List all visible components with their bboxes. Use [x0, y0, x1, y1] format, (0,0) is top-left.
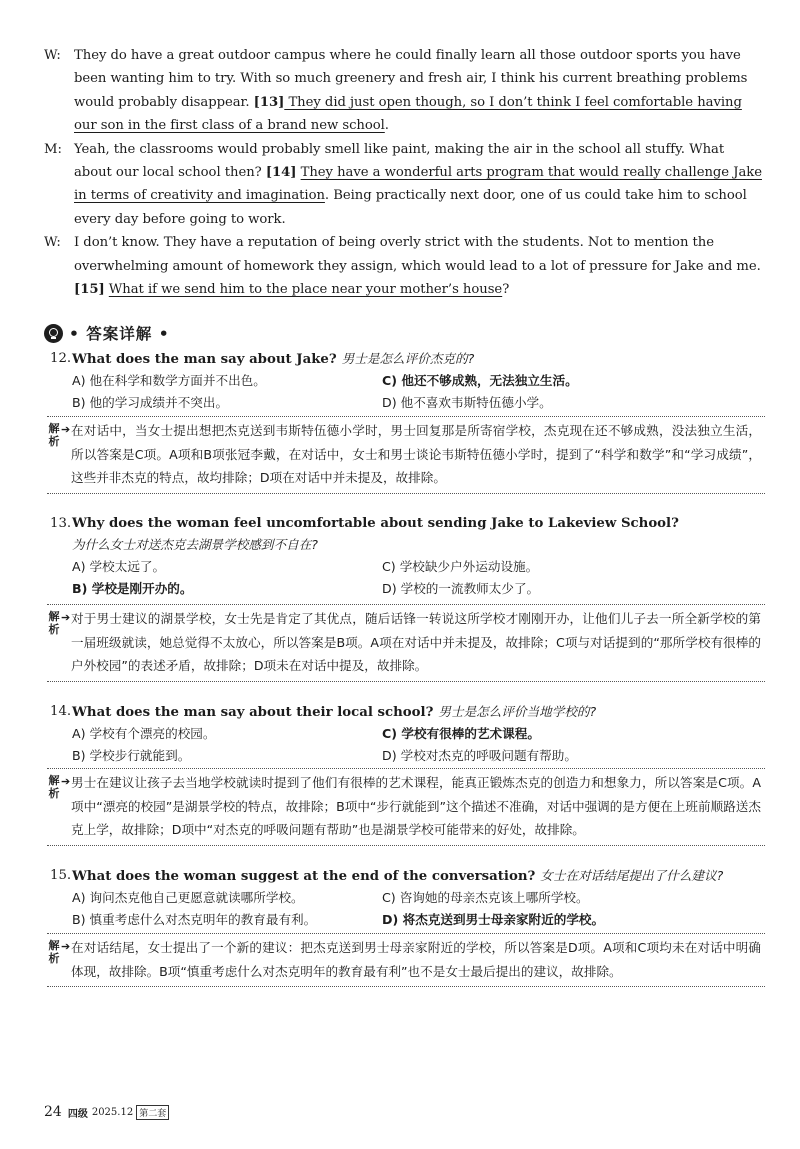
arrow-icon: ➔ [61, 611, 71, 624]
dialogue-turn [44, 44, 764, 138]
underlined-answer: What if we send him to the place near your mother’s house [108, 282, 503, 298]
option-c: C) 咨询她的母亲杰克该上哪所学校。 [382, 890, 589, 905]
question-chinese: 为什么女士对送杰克去湖景学校感到不自在? [72, 537, 318, 552]
dialogue-text: . [384, 118, 389, 134]
option-d-correct: D) 将杰克送到男士母亲家附近的学校。 [382, 912, 605, 927]
speaker-label: W: [44, 235, 61, 251]
underlined-answer: They did just open though, so I don’t think I feel comfortable having our son in the first class of a brand new school [74, 94, 742, 134]
analysis-tag: 解析 [48, 774, 60, 800]
explanation-12 [47, 416, 765, 494]
utterance [74, 138, 764, 232]
question-number: 14. [50, 704, 72, 719]
question-english: Why does the woman feel uncomfortable about sending Jake to Lakeview School? [72, 516, 679, 531]
question-number: 13. [50, 516, 72, 531]
question-chinese: 女士在对话结尾提出了什么建议? [540, 868, 724, 883]
dialogue-turn [44, 231, 764, 301]
option-a: A) 他在科学和数学方面并不出色。 [72, 373, 266, 388]
section-title: • 答案详解 • [69, 325, 170, 343]
issue-date: 2025.12 [91, 1106, 134, 1118]
options [50, 887, 766, 931]
option-b: B) 学校步行就能到。 [72, 748, 191, 763]
question-english: What does the man say about Jake? [72, 352, 337, 367]
question-13 [50, 513, 766, 600]
analysis-tag: 解析 [48, 422, 60, 448]
utterance [74, 231, 764, 301]
question-english: What does the woman suggest at the end of the conversation? [72, 869, 536, 884]
explanation-text: 在对话中，当女士提出想把杰克送到韦斯特伍德小学时，男士回复那是所寄宿学校，杰克现在还不够成熟，没法独立生活，所以答案是C项。A项和B项张冠李戴，在对话中，女士和男士谈论韦斯特伍德小学时，提到了“科学和数学”和“学习成绩”，这些并非杰克的特点，故均排除；D项在对话中并未提及，故排除。 [71, 423, 761, 485]
option-c-correct: C) 他还不够成熟，无法独立生活。 [382, 373, 578, 388]
underlined-answer: They have a wonderful arts program that would really challenge Jake in terms of creativity and imagination [74, 165, 762, 204]
dialogue-text: . Being practically next door, one of us could take him to school every day before going to work. [74, 188, 747, 227]
publication-name: 四级 [67, 1108, 88, 1120]
question-marker: [13] [253, 94, 285, 110]
option-b: B) 他的学习成绩并不突出。 [72, 395, 229, 410]
option-d: D) 学校对杰克的呼吸问题有帮助。 [382, 748, 577, 763]
explanation-13 [47, 604, 765, 682]
answer-section-header [44, 322, 170, 344]
question-chinese: 男士是怎么评价当地学校的? [438, 704, 597, 719]
dialogue-text: Yeah, the classrooms would probably smell like paint, making the air in the school all stuffy. What about our local school then? [74, 141, 725, 181]
question-12 [50, 348, 766, 414]
analysis-tag: 解析 [48, 939, 60, 965]
lightbulb-icon [44, 324, 63, 343]
question-number: 12. [50, 351, 72, 366]
option-a: A) 学校有个漂亮的校园。 [72, 726, 216, 741]
option-b-correct: B) 学校是刚开办的。 [72, 581, 193, 596]
explanation-text: 在对话结尾，女士提出了一个新的建议：把杰克送到男士母亲家附近的学校，所以答案是D项。A项和C项均未在对话中明确体现，故排除。B项“慎重考虑什么对杰克明年的教育最有利”也不是女士最后提出的建议，故排除。 [71, 940, 761, 979]
option-a: A) 学校太远了。 [72, 559, 166, 574]
options [50, 556, 766, 600]
page-footer [44, 1104, 169, 1120]
dialogue-text: ? [502, 282, 510, 298]
option-d: D) 他不喜欢韦斯特伍德小学。 [382, 395, 552, 410]
option-d: D) 学校的一流教师太少了。 [382, 581, 540, 596]
arrow-icon: ➔ [61, 423, 71, 436]
option-a: A) 询问杰克他自己更愿意就读哪所学校。 [72, 890, 304, 905]
speaker-label: M: [44, 141, 62, 157]
explanation-text: 对于男士建议的湖景学校，女士先是肯定了其优点，随后话锋一转说这所学校才刚刚开办，让他们儿子去一所全新学校的第一届班级就读，她总觉得不太放心，所以答案是B项。A项在对话中并未提及，故排除；C项与对话提到的“那所学校有很棒的户外校园”的表述矛盾，故排除；D项未在对话中提及，故排除。 [71, 611, 761, 673]
option-c-correct: C) 学校有很棒的艺术课程。 [382, 726, 540, 741]
dialogue-turn [44, 138, 764, 232]
question-number: 15. [50, 868, 72, 883]
analysis-tag: 解析 [48, 610, 60, 636]
arrow-icon: ➔ [61, 940, 71, 953]
question-15 [50, 865, 766, 931]
explanation-15 [47, 933, 765, 987]
arrow-icon: ➔ [61, 775, 71, 788]
options [50, 370, 766, 414]
options [50, 723, 766, 767]
option-c: C) 学校缺少户外运动设施。 [382, 559, 539, 574]
speaker-label: W: [44, 48, 61, 63]
dialogue-text: I don’t know. They have a reputation of being overly strict with the students. Not to mention the overwhelming amount of homework they assign, which would lead to a lot of pressure for Jake and me. [74, 235, 761, 274]
dialogue-text: They do have a great outdoor campus where he could finally learn all those outdoor sports you have been wanting him to try. With so much greenery and fresh air, I think his current breathing problems would probably disappear. [74, 48, 748, 110]
utterance [74, 44, 764, 138]
question-chinese: 男士是怎么评价杰克的? [341, 351, 475, 366]
explanation-text: 男士在建议让孩子去当地学校就读时提到了他们有很棒的艺术课程，能真正锻炼杰克的创造力和想象力，所以答案是C项。A项中“漂亮的校园”是湖景学校的特点，故排除；B项中“步行就能到”这个描述不准确，对话中强调的是方便在上班前顺路送杰克上学，故排除；D项中“对杰克的呼吸问题有帮助”也是湖景学校可能带来的好处，故排除。 [71, 775, 761, 837]
explanation-14 [47, 768, 765, 846]
edition-label: 第二套 [136, 1105, 169, 1120]
option-b: B) 慎重考虑什么对杰克明年的教育最有利。 [72, 912, 317, 927]
question-marker: [15] [74, 282, 105, 298]
dialogue-transcript [44, 44, 764, 301]
question-english: What does the man say about their local school? [72, 705, 434, 720]
question-14 [50, 701, 766, 767]
page-number: 24 [44, 1104, 62, 1120]
question-marker: [14] [265, 165, 297, 181]
